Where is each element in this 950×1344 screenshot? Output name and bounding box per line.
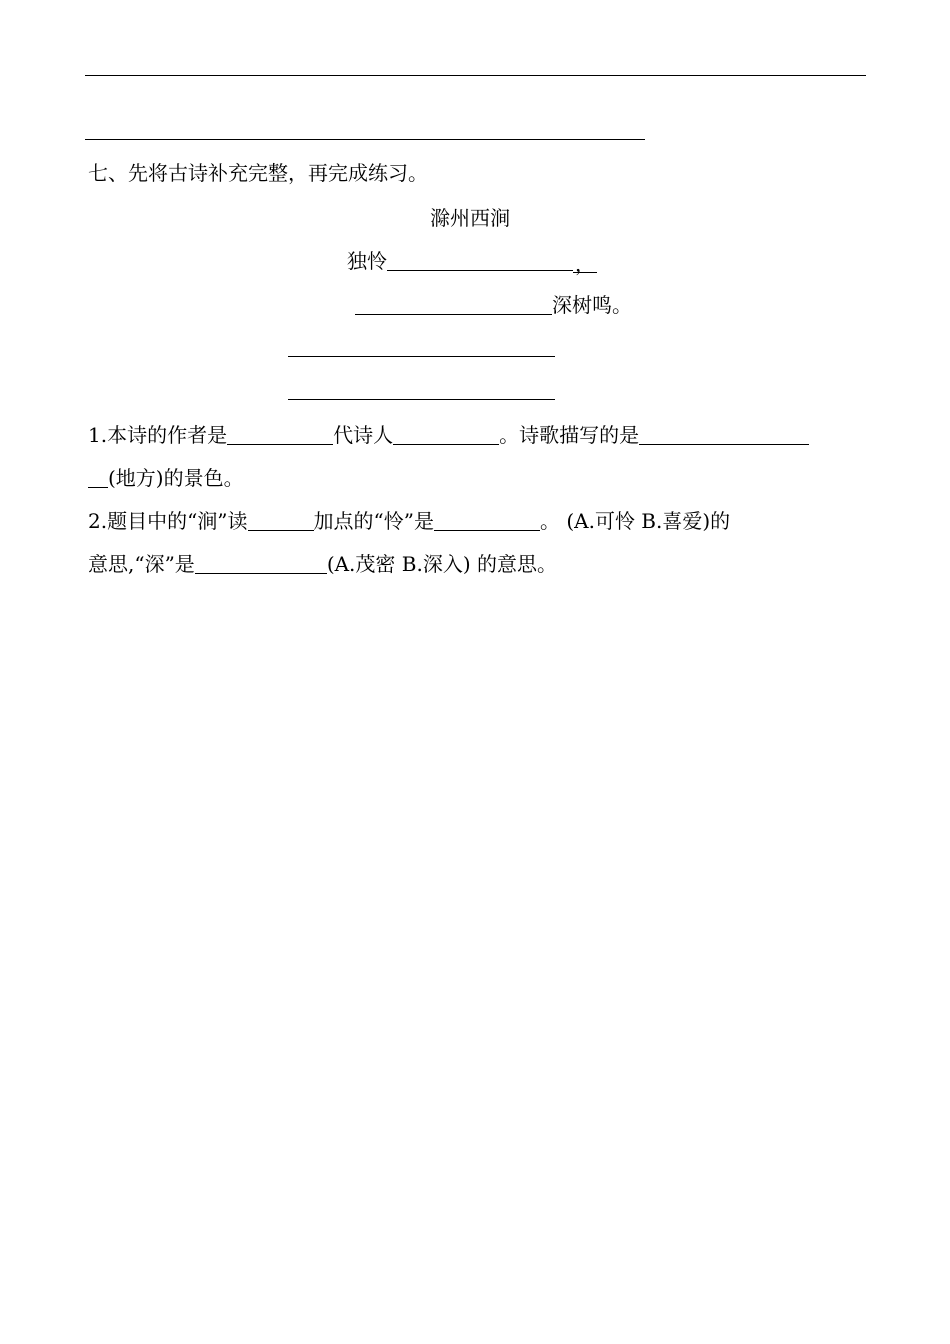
q1-text-4: (地方)的景色。 xyxy=(108,466,244,490)
q1-text-3: 。诗歌描写的是 xyxy=(499,423,640,447)
q2-shen-meaning-blank[interactable] xyxy=(195,551,327,574)
q2-text-1: 2.题目中的“涧”读 xyxy=(88,509,248,533)
question-1-continued xyxy=(88,464,244,492)
section-heading: 七、先将古诗补充完整，再完成练习。 xyxy=(88,161,428,185)
q2-text-5: (A.茂密 B.深入) 的意思。 xyxy=(326,552,557,576)
question-2 xyxy=(88,507,730,535)
poem-line-1-prefix: 独怜 xyxy=(347,249,387,273)
question-1 xyxy=(88,421,809,449)
poem-line-4-blank[interactable] xyxy=(288,399,555,400)
poem-line-2-blank[interactable] xyxy=(355,292,552,315)
q2-lian-meaning-blank[interactable] xyxy=(434,508,540,531)
poem-line-3-blank[interactable] xyxy=(288,356,555,357)
q2-text-2: 加点的“怜”是 xyxy=(313,509,434,533)
q1-text-2: 代诗人 xyxy=(333,423,394,447)
poem-line-2 xyxy=(355,291,632,319)
q2-text-4: 意思,“深”是 xyxy=(88,552,195,576)
poem-line-1-comma: ， xyxy=(575,252,595,276)
q1-author-blank[interactable] xyxy=(393,422,499,445)
previous-answer-line xyxy=(85,139,645,140)
q1-dynasty-blank[interactable] xyxy=(227,422,333,445)
q1-place-blank[interactable] xyxy=(639,422,809,445)
poem-line-1 xyxy=(347,247,597,275)
q2-text-3: 。 (A.可怜 B.喜爱)的 xyxy=(539,509,731,533)
poem-line-1-blank[interactable] xyxy=(387,248,573,271)
question-2-continued xyxy=(88,550,557,578)
q1-place-blank-continued[interactable] xyxy=(88,465,108,488)
poem-title: 滁州西涧 xyxy=(430,206,510,230)
q2-pronunciation-blank[interactable] xyxy=(248,508,314,531)
header-rule xyxy=(85,75,866,76)
poem-line-2-suffix: 深树鸣。 xyxy=(552,293,632,317)
q1-text-1: 1.本诗的作者是 xyxy=(88,423,228,447)
